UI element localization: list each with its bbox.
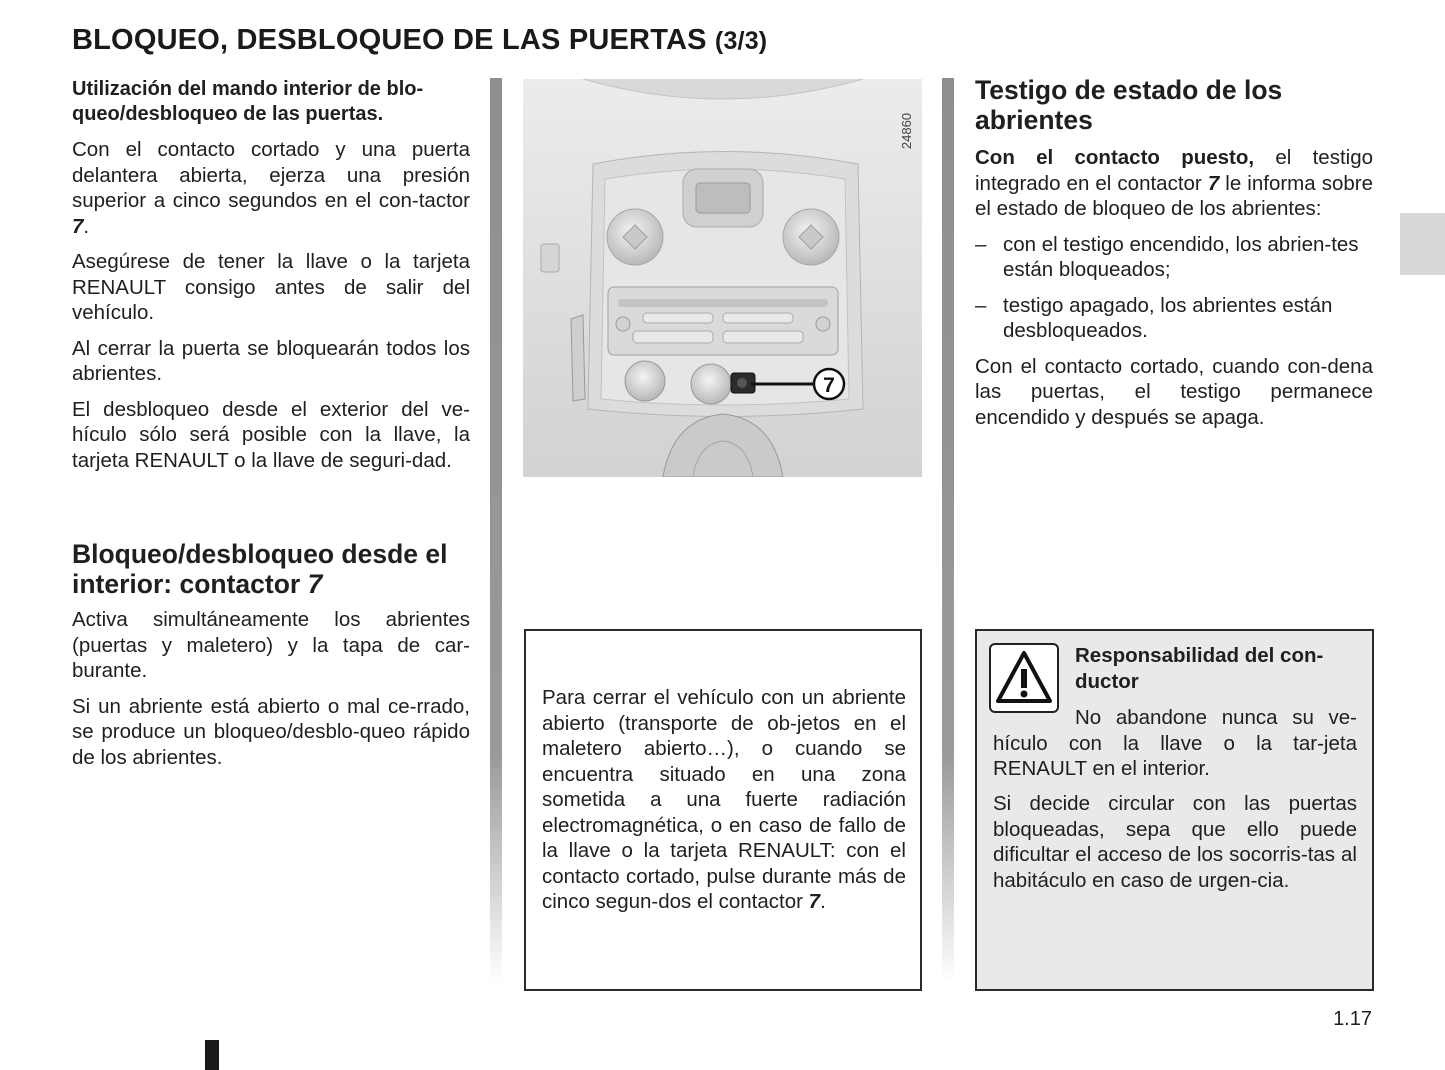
page-title [72,24,767,57]
dashboard-illustration [523,79,922,477]
column-divider-right [942,78,954,983]
list-item-text: con el testigo encendido, los abrien-tes están bloqueados; [1003,232,1359,281]
section-heading-status-light: Testigo de estado de los abrientes [975,75,1283,135]
right-column [975,75,1373,440]
section-heading-interior-lock: Bloqueo/desbloqueo desde el interior: contactor 7 [72,539,448,599]
callout-label: 7 [823,374,835,397]
figure-ref-code: 24860 [899,112,914,150]
paragraph-exterior-unlock: El desbloqueo desde el exterior del ve-hículo sólo será posible con la llave, la tarjeta RENAULT o la llave de seguri-dad. [72,397,470,472]
list-dash: – [975,293,987,317]
note-box [524,629,922,991]
paragraph-contact-cut: Con el contacto cortado y una puerta delantera abierta, ejerza una presión superior a cinco segundos en el con-tactor 7. [72,138,470,238]
list-item [975,293,1373,344]
page-title-main: BLOQUEO, DESBLOQUEO DE LAS PUERTAS [72,24,707,56]
paragraph-status-intro: Con el contacto puesto, el testigo integrado en el contactor 7 le informa sobre el estado de bloqueo de los abrientes: [975,146,1373,220]
page-number: 1.17 [1333,1008,1372,1030]
page-title-part: (3/3) [714,27,768,55]
paragraph-simultaneous: Activa simultáneamente los abrientes (puertas y maletero) y la tapa de car-burante. [72,608,470,682]
list-item-text: testigo apagado, los abrientes están desbloqueados. [1003,293,1333,342]
list-dash: – [975,232,987,256]
paragraph-key-reminder: Asegúrese de tener la llave o la tarjeta RENAULT consigo antes de salir del vehículo. [72,250,470,324]
note-text: Para cerrar el vehículo con un abriente abierto (transporte de ob-jetos en el maletero abierto…), o cuando se encuentra situado en una zona sometida a una fuerte radiación electromagnética, o en caso de fallo de la llave o la tarjeta RENAULT: con el contacto cortado, pulse durante más de cinco segun-dos el contactor 7. [542,686,906,913]
paragraph-status-closing: Con el contacto cortado, cuando con-dena las puertas, el testigo permanece encendido y después se apaga. [975,354,1373,429]
warning-paragraph-key: No abandone nunca su ve-hículo con la llave o la tar-jeta RENAULT en el interior. [993,706,1357,780]
warning-icon [989,643,1059,713]
warning-box [975,629,1374,991]
paragraph-quick-lock: Si un abriente está abierto o mal ce-rrado, se produce un bloqueo/desblo-queo rápido de los abrientes. [72,694,470,769]
list-item [975,232,1373,283]
paragraph-close-door: Al cerrar la puerta se bloquearán todos los abrientes. [72,336,470,385]
dashboard-photo [523,79,922,477]
warning-heading: Responsabilidad del con-ductor [1075,644,1324,693]
intro-heading: Utilización del mando interior de blo-queo/desbloqueo de las puertas. [72,78,424,125]
warning-paragraph-locked: Si decide circular con las puertas bloqueadas, sepa que ello puede dificultar el acceso de los socorris-tas al habitáculo en caso de urgen-cia. [993,792,1357,892]
column-divider-left [490,78,502,983]
left-section [72,539,470,780]
binding-mark [205,1040,219,1070]
left-column [72,77,470,483]
section-tab-marker [1400,213,1445,275]
